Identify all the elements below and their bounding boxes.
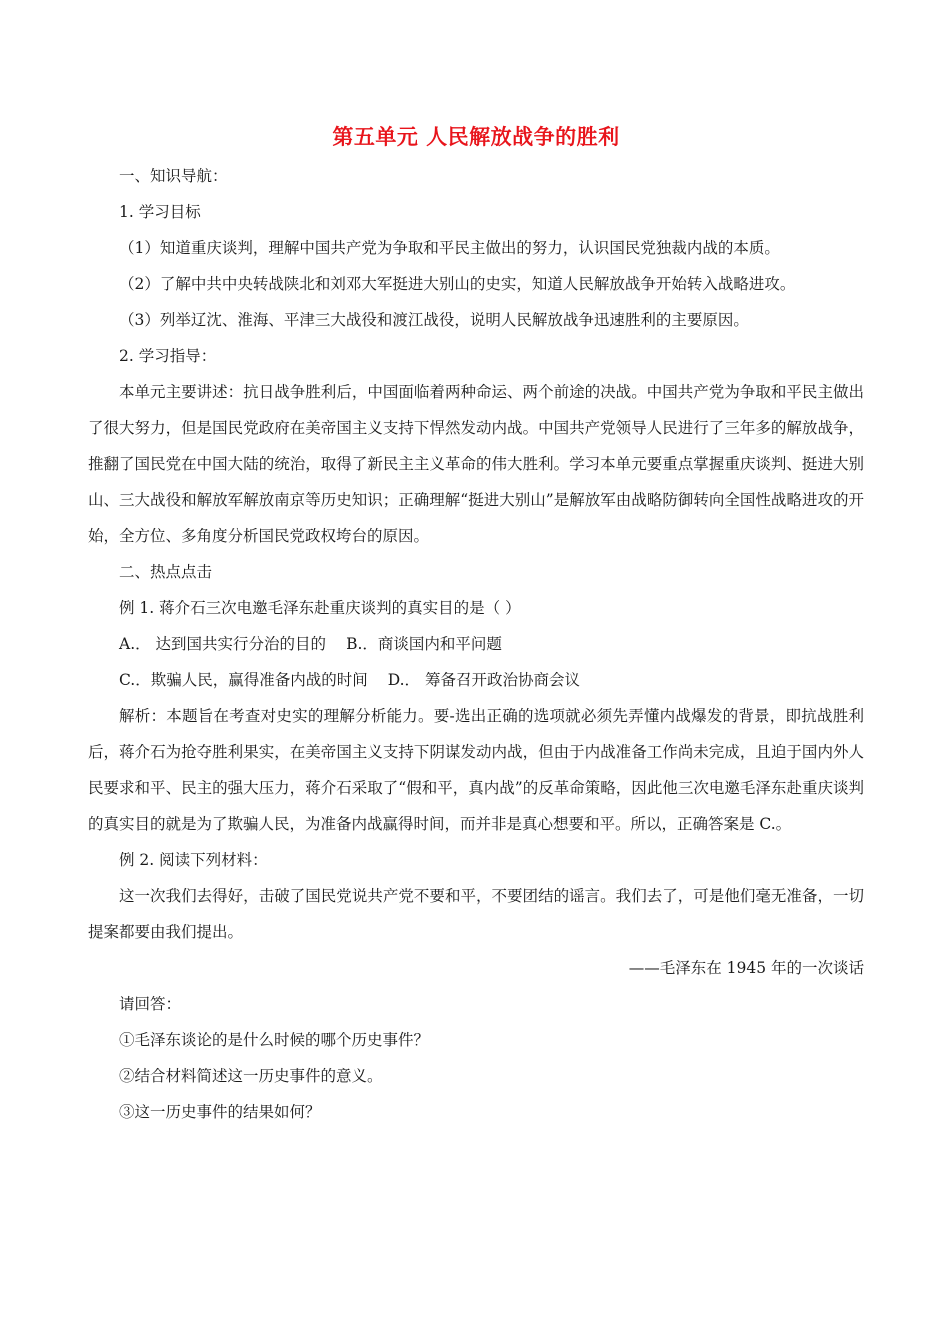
example-2-question: ③这一历史事件的结果如何？ [119, 1103, 321, 1121]
example-1-options-cd [88, 662, 864, 698]
page-title: 第五单元 人民解放战争的胜利 [332, 125, 620, 149]
option-d: D.． 筹备召开政治协商会议 [387, 671, 580, 689]
option-b: B.．商谈国内和平问题 [346, 635, 502, 653]
example-2-heading: 例 2. 阅读下列材料： [119, 851, 268, 869]
subheading-goals: 1. 学习目标 [119, 203, 201, 221]
section-heading-hotspots: 二、热点点击 [119, 563, 213, 581]
option-c: C.．欺骗人民，赢得准备内战的时间 [119, 671, 368, 689]
option-a: A.． 达到国共实行分治的目的 [119, 635, 327, 653]
example-2-material: 这一次我们去得好，击破了国民党说共产党不要和平，不要团结的谣言。我们去了，可是他们毫无准备，一切提案都要由我们提出。 [88, 887, 864, 941]
answer-prompt: 请回答： [119, 995, 182, 1013]
example-2-question: ②结合材料简述这一历史事件的意义。 [119, 1067, 383, 1085]
example-1-analysis: 解析：本题旨在考查对史实的理解分析能力。要-选出正确的选项就必须先弄懂内战爆发的背景，即抗战胜利后，蒋介石为抢夺胜利果实，在美帝国主义支持下阴谋发动内战，但由于内战准备工作尚未完成，且迫于国内外人民要求和平、民主的强大压力，蒋介石采取了“假和平，真内战”的反革命策略，因此他三次电邀毛泽东赴重庆谈判的真实目的就是为了欺骗人民，为准备内战赢得时间，而并非是真心想要和平。所以，正确答案是 C.。 [88, 707, 864, 833]
goal-item: （1）知道重庆谈判，理解中国共产党为争取和平民主做出的努力，认识国民党独裁内战的本质。 [119, 239, 780, 257]
subheading-guide: 2. 学习指导： [119, 347, 217, 365]
example-1-question: 例 1. 蒋介石三次电邀毛泽东赴重庆谈判的真实目的是（ ） [119, 599, 521, 617]
section-heading-knowledge: 一、知识导航： [119, 167, 228, 185]
example-2-question: ①毛泽东谈论的是什么时候的哪个历史事件？ [119, 1031, 430, 1049]
goal-item: （2）了解中共中央转战陕北和刘邓大军挺进大别山的史实，知道人民解放战争开始转入战略进攻。 [119, 275, 796, 293]
document-page [88, 120, 864, 1130]
material-source: ——毛泽东在 1945 年的一次谈话 [628, 959, 864, 977]
guide-paragraph: 本单元主要讲述：抗日战争胜利后，中国面临着两种命运、两个前途的决战。中国共产党为争取和平民主做出了很大努力，但是国民党政府在美帝国主义支持下悍然发动内战。中国共产党领导人民进行了三年多的解放战争，推翻了国民党在中国大陆的统治，取得了新民主主义革命的伟大胜利。学习本单元要重点掌握重庆谈判、挺进大别山、三大战役和解放军解放南京等历史知识；正确理解“挺进大别山”是解放军由战略防御转向全国性战略进攻的开始，全方位、多角度分析国民党政权垮台的原因。 [88, 383, 864, 545]
goal-item: （3）列举辽沈、淮海、平津三大战役和渡江战役，说明人民解放战争迅速胜利的主要原因。 [119, 311, 749, 329]
example-1-options-ab [88, 626, 864, 662]
